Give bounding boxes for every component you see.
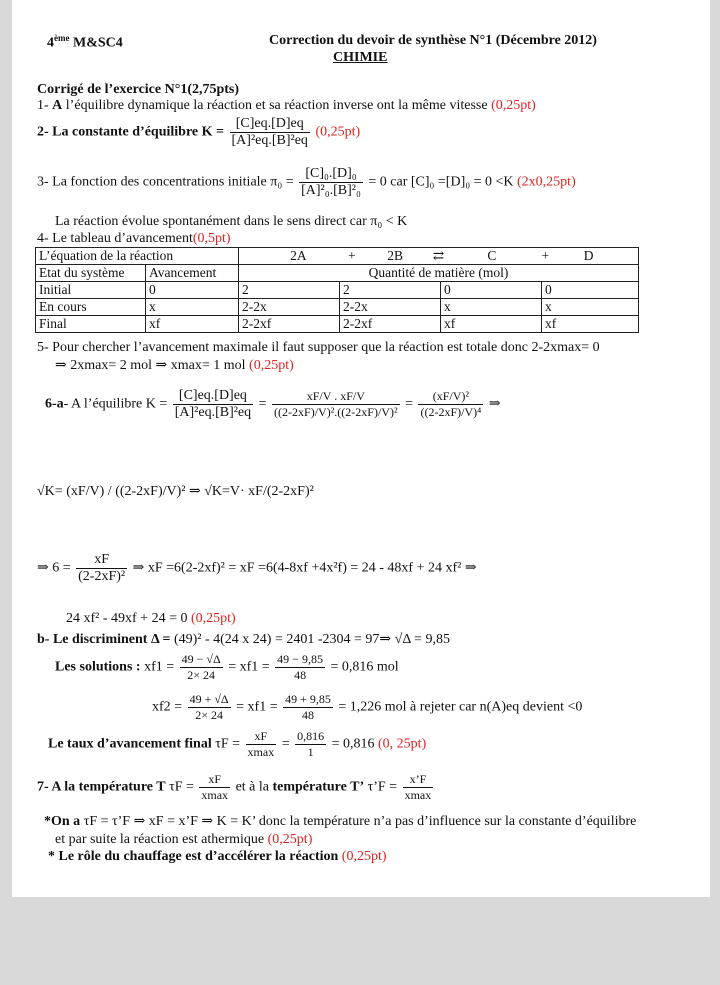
table-cell: 2-2x bbox=[340, 299, 441, 316]
question-5-result: ⇒ 2xmax= 2 mol ⇒ xmax= 1 mol (0,25pt) bbox=[55, 358, 294, 373]
question-7-conclusion: *On a τF = τ’F ⇒ xF = x’F ⇒ K = K’ donc la température n’a pas d’influence sur la constante d’équilibre bbox=[44, 814, 637, 829]
table-cell: x bbox=[542, 299, 639, 316]
question-6a: 6-a- A l’équilibre K = $\frac{[C]eq.[D]eq}{\text{[A]²eq.[B]²eq}}$ = $\frac{xF/V . xF/V}{\text{((2-2xF)/V)².((2-2xF)/V)²}}$ = $\frac{\text{(xF/V)²}}{\text{((2-2xF)/V)⁴}}$ ⇒ bbox=[45, 388, 501, 420]
question-3-conclusion: La réaction évolue spontanément dans le sens direct car π₀ < K bbox=[55, 214, 408, 229]
solution-2: xf2 = $\frac{49 + √\Delta}{2\times 24}$ = xf1 = $\frac{49 + 9,85}{48}$ = 1,226 mol à rejeter car n(A)eq devient <0 bbox=[152, 692, 583, 722]
table-cell: 2-2xf bbox=[239, 316, 340, 333]
table-cell: 2-2x bbox=[239, 299, 340, 316]
table-cell: 2-2xf bbox=[340, 316, 441, 333]
question-7: 7- A la température T τF = $\frac{xF}{xmax}$ et à la température T’ τ’F = $\frac{x’F}{xmax}$ bbox=[37, 772, 432, 802]
table-cell: x bbox=[441, 299, 542, 316]
table-cell: Etat du système bbox=[36, 265, 146, 282]
question-7-athermic: et par suite la réaction est athermique (0,25pt) bbox=[55, 832, 313, 847]
table-cell: x bbox=[146, 299, 239, 316]
page-border-left bbox=[0, 0, 12, 985]
table-row bbox=[36, 265, 639, 282]
page-border-bottom bbox=[0, 897, 720, 985]
question-6a-sqrt: √K= (xF/V) / ((2-2xF)/V)² ⇒ √K=V· xF/(2-2xF)² bbox=[37, 484, 314, 499]
question-4: 4- Le tableau d’avancement(0,5pt) bbox=[37, 231, 231, 246]
table-row bbox=[36, 299, 639, 316]
class-label: 4ème M&SC4 bbox=[47, 33, 123, 51]
advancement-table bbox=[35, 247, 639, 333]
table-cell: xf bbox=[441, 316, 542, 333]
table-cell: 0 bbox=[441, 282, 542, 299]
question-5: 5- Pour chercher l’avancement maximale il faut supposer que la réaction est totale donc 2-2xmax= 0 bbox=[37, 340, 600, 355]
question-1: 1- A l’équilibre dynamique la réaction et sa réaction inverse ont la même vitesse (0,25pt) bbox=[37, 98, 536, 113]
table-cell: 0 bbox=[542, 282, 639, 299]
table-cell: xf bbox=[542, 316, 639, 333]
question-6b: b- Le discriminent Δ = (49)² - 4(24 x 24) = 2401 -2304 = 97⇒ √Δ = 9,85 bbox=[37, 632, 450, 647]
page-border-right bbox=[710, 0, 720, 985]
table-cell: L’équation de la réaction bbox=[36, 248, 239, 265]
table-cell: Final bbox=[36, 316, 146, 333]
question-7-heating: * Le rôle du chauffage est d’accélérer la réaction (0,25pt) bbox=[48, 849, 387, 864]
exercise-title: Corrigé de l’exercice N°1(2,75pts) bbox=[37, 82, 240, 97]
table-cell: En cours bbox=[36, 299, 146, 316]
table-cell: 2 bbox=[340, 282, 441, 299]
table-cell: 2 bbox=[239, 282, 340, 299]
table-cell-equation: 2A + 2B ⇄ C + D bbox=[239, 248, 639, 265]
table-cell: Avancement bbox=[146, 265, 239, 282]
subject-title: CHIMIE bbox=[333, 50, 388, 65]
table-cell: Initial bbox=[36, 282, 146, 299]
question-6a-equation: ⇒ 6 = $\frac{xF}{\text{(2-2xF)²}}$ ⇒ xF =6(2-2xf)² = xF =6(4-8xf +4x²f) = 24 - 48xf + 24 xf² ⇒ bbox=[37, 552, 477, 584]
table-row bbox=[36, 248, 639, 265]
question-3: 3- La fonction des concentrations initiale π₀ = $\frac{\text{[C]₀.[D]₀}}{\text{[A]²₀.[B]²₀}}$ = 0 car [C]₀ =[D]₀ = 0 <K (2x0,25pt) bbox=[37, 166, 576, 198]
final-rate: Le taux d’avancement final τF = $\frac{xF}{xmax}$ = $\frac{0,816}{1}$ = 0,816 (0, 25pt) bbox=[48, 729, 427, 759]
question-2: 2- La constante d’équilibre K = $\frac{[C]eq.[D]eq}{\text{[A]²eq.[B]²eq}}$ (0,25pt) bbox=[37, 116, 361, 148]
table-cell: xf bbox=[146, 316, 239, 333]
doc-title: Correction du devoir de synthèse N°1 (Décembre 2012) bbox=[269, 33, 597, 48]
solution-1: Les solutions : xf1 = $\frac{49 - √\Delta}{2\times 24}$ = xf1 = $\frac{49 - 9,85}{48}$ = 0,816 mol bbox=[55, 652, 399, 682]
table-cell: Quantité de matière (mol) bbox=[239, 265, 639, 282]
table-row bbox=[36, 282, 639, 299]
table-cell: 0 bbox=[146, 282, 239, 299]
question-6a-quadratic: 24 xf² - 49xf + 24 = 0 (0,25pt) bbox=[66, 611, 236, 626]
table-row bbox=[36, 316, 639, 333]
